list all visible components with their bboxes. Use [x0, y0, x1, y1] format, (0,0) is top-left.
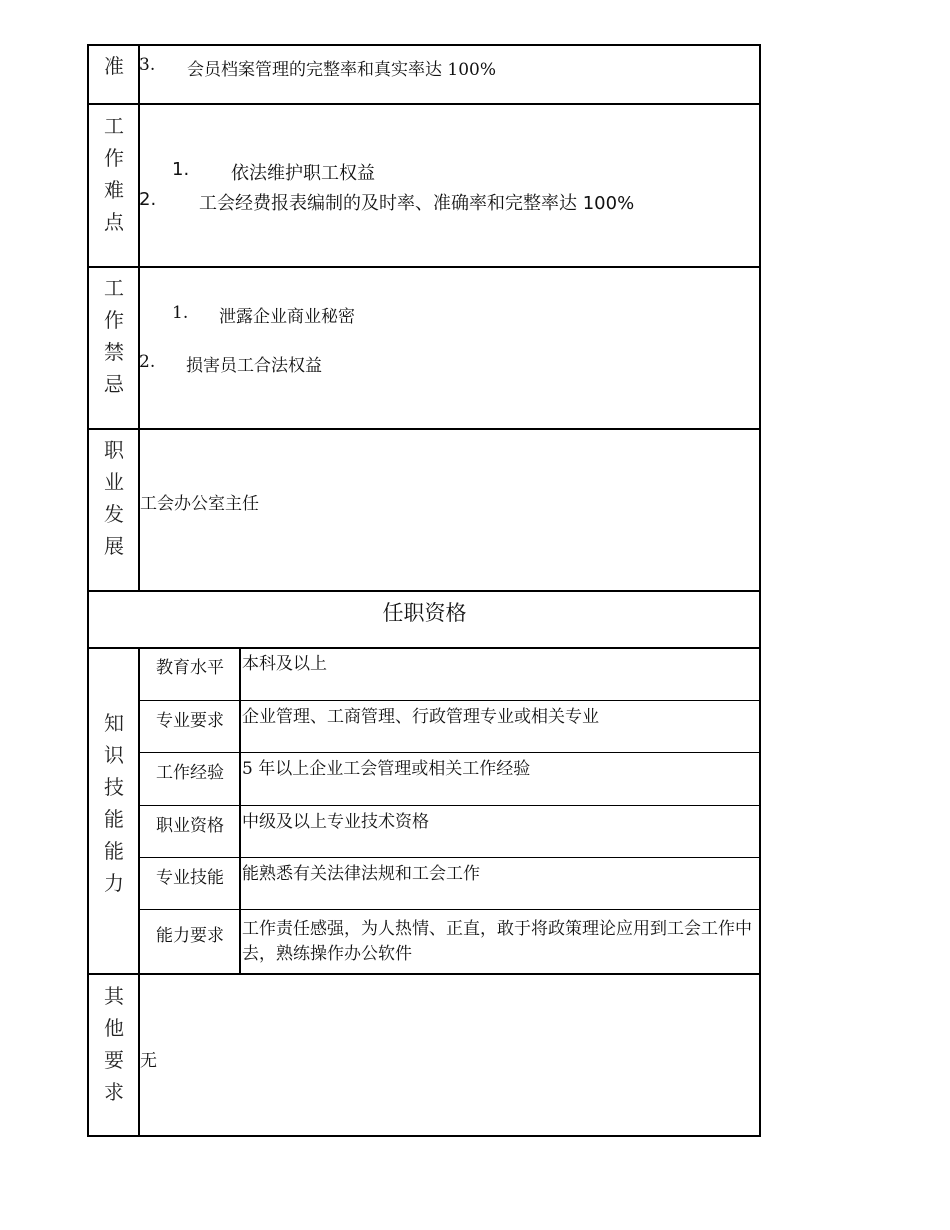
qual-label-experience: 工作经验 [156, 763, 224, 783]
row-divider [88, 428, 761, 430]
list-number: 2. [139, 352, 156, 372]
row-divider [88, 647, 761, 649]
row-label-career: 职 业 发 展 [104, 438, 124, 558]
row-divider [88, 266, 761, 268]
table-border-bottom [88, 1135, 761, 1137]
list-item-text: 会员档案管理的完整率和真实率达 100% [187, 60, 497, 80]
qual-value-certification: 中级及以上专业技术资格 [242, 812, 429, 832]
list-number: 1. [172, 303, 189, 323]
row-label-knowledge-skills: 知 识 技 能 能 力 [104, 711, 124, 895]
qual-value-ability: 工作责任感强，为人热情、正直，敢于将政策理论应用到工会工作中去，熟练操作办公软件 [242, 919, 752, 964]
qual-label-ability: 能力要求 [156, 926, 224, 946]
other-requirements-text: 无 [140, 1051, 157, 1071]
qual-row-divider [140, 909, 761, 910]
table-border-top [88, 44, 761, 46]
qual-label-skills: 专业技能 [156, 868, 224, 888]
row-divider [88, 590, 761, 592]
list-number: 3. [139, 55, 156, 75]
qual-label-certification: 职业资格 [156, 816, 224, 836]
qual-label-education: 教育水平 [156, 658, 224, 678]
list-number: 1. [172, 159, 190, 180]
qual-value-skills: 能熟悉有关法律法规和工会工作 [242, 864, 480, 884]
qual-value-education: 本科及以上 [242, 654, 327, 674]
career-path-text: 工会办公室主任 [140, 494, 259, 514]
qual-label-major: 专业要求 [156, 711, 224, 731]
list-item-text: 依法维护职工权益 [231, 163, 375, 184]
section-title-qualifications: 任职资格 [382, 601, 467, 625]
list-item-text: 泄露企业商业秘密 [219, 307, 355, 327]
row-label-taboos: 工 作 禁 忌 [104, 276, 124, 396]
list-number: 2. [139, 189, 157, 210]
list-item-text: 工会经费报表编制的及时率、准确率和完整率达 100% [199, 193, 635, 214]
list-item-text: 损害员工合法权益 [186, 356, 322, 376]
qual-row-divider [140, 857, 761, 858]
table-border-right [759, 44, 761, 1137]
qual-row-divider [140, 752, 761, 753]
row-divider [88, 103, 761, 105]
table-border-left [87, 44, 89, 1137]
row-label-standard: 准 [104, 54, 124, 78]
qual-row-divider [140, 805, 761, 806]
qual-row-divider [140, 700, 761, 701]
row-label-difficulties: 工 作 难 点 [104, 114, 124, 234]
row-label-other: 其 他 要 求 [104, 984, 124, 1104]
qual-value-experience: 5 年以上企业工会管理或相关工作经验 [242, 759, 531, 779]
row-divider [88, 973, 761, 975]
column-divider [239, 647, 241, 974]
qual-value-major: 企业管理、工商管理、行政管理专业或相关专业 [242, 707, 599, 727]
